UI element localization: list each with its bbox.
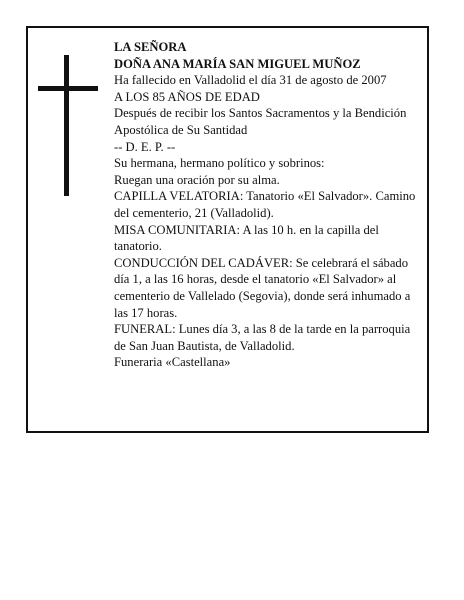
cross-icon [38, 55, 98, 196]
notice-text [114, 39, 420, 371]
chapel-line: CAPILLA VELATORIA: Tanatorio «El Salvador». Camino del cementerio, 21 (Valladolid). [114, 189, 416, 220]
dep-line: -- D. E. P. -- [114, 139, 176, 154]
family-line: Su hermana, hermano político y sobrinos: [114, 156, 325, 171]
age-line: A LOS 85 AÑOS DE EDAD [114, 89, 260, 104]
death-announcement: Ha fallecido en Valladolid el día 31 de agosto de 2007 [114, 73, 387, 88]
sacraments-line: Después de recibir los Santos Sacramentos y la Bendición Apostólica de Su Santidad [114, 106, 407, 137]
funeral-home-line: Funeraria «Castellana» [114, 355, 231, 370]
mass-line: MISA COMUNITARIA: A las 10 h. en la capilla del tanatorio. [114, 222, 379, 254]
prayer-line: Ruegan una oración por su alma. [114, 172, 280, 187]
deceased-name: DOÑA ANA MARÍA SAN MIGUEL MUÑOZ [114, 56, 361, 71]
procession-line: CONDUCCIÓN DEL CADÁVER: Se celebrará el sábado día 1, a las 16 horas, desde el tanatorio «El Salvador» al cementerio de Vallelado (Segovia), donde será inhumado a las 17 horas. [114, 255, 411, 320]
funeral-line: FUNERAL: Lunes día 3, a las 8 de la tarde en la parroquia de San Juan Bautista, de Valladolid. [114, 322, 411, 353]
notice-title: LA SEÑORA [114, 40, 187, 54]
